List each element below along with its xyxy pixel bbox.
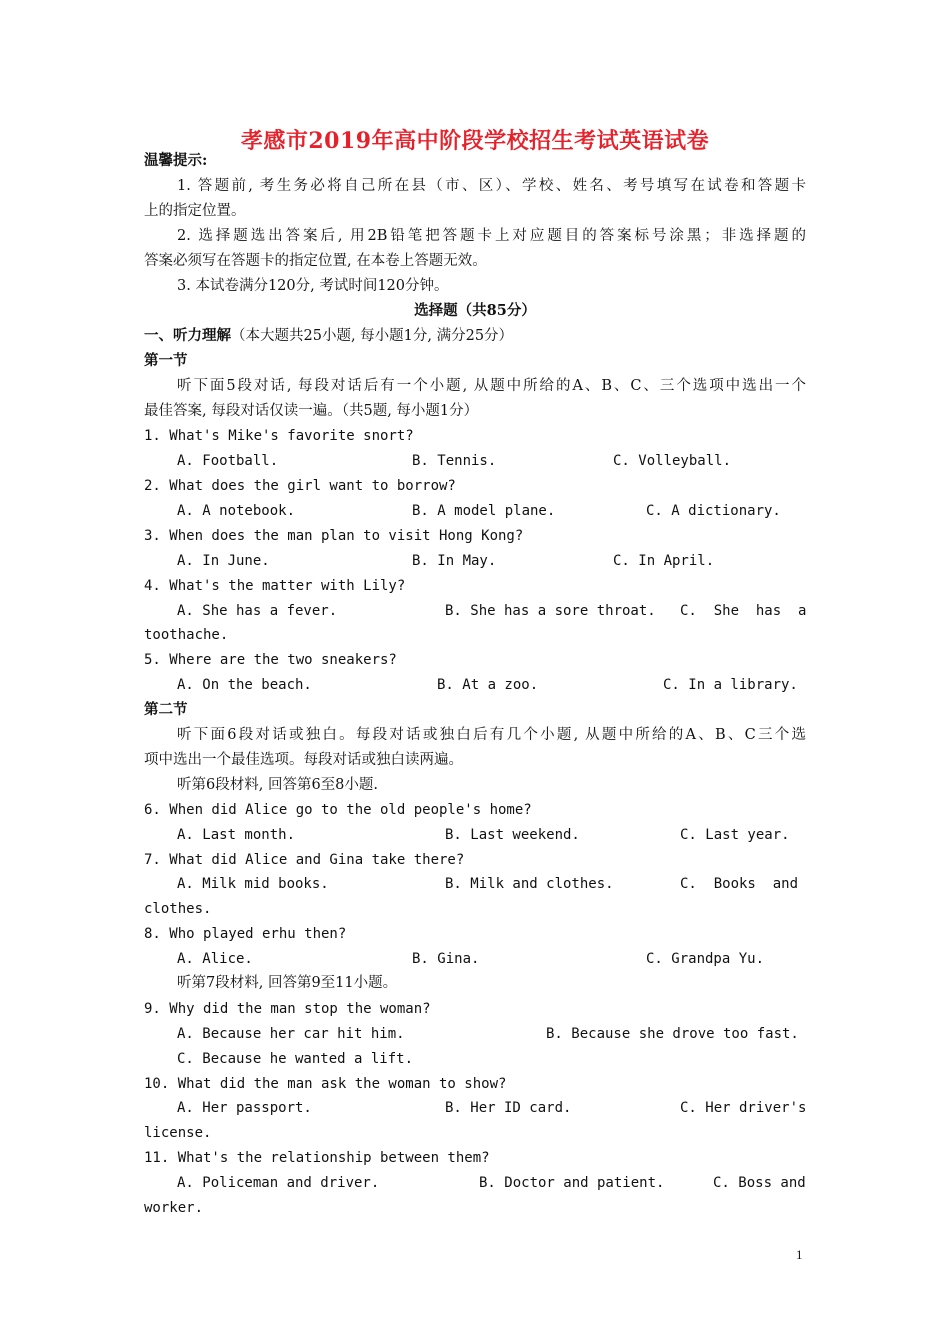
page-number: 1 xyxy=(796,1247,803,1262)
material-6-instruction: 听第6段材料, 回答第6至8小题. xyxy=(177,777,379,793)
question-2-stem: 2. What does the girl want to borrow? xyxy=(144,478,456,494)
question-8-option-b: B. Gina. xyxy=(412,951,480,967)
question-5-option-c: C. In a library. xyxy=(663,677,798,693)
question-3-stem: 3. When does the man plan to visit Hong Kong? xyxy=(144,528,524,544)
section-1-instruction-line-1: 听下面5段对话, 每段对话后有一个小题, 从题中所给的A、B、C、三个选项中选出一个 xyxy=(177,378,806,394)
part1-heading: 一、听力理解 xyxy=(144,327,231,344)
question-2-option-a: A. A notebook. xyxy=(177,503,296,519)
question-11-option-c: C. Boss and xyxy=(713,1175,806,1191)
question-7-option-c-continued: clothes. xyxy=(144,901,212,917)
question-4-option-b: B. She has a sore throat. xyxy=(445,603,656,619)
question-6-stem: 6. When did Alice go to the old people's home? xyxy=(144,802,532,818)
question-1-stem: 1. What's Mike's favorite snort? xyxy=(144,428,414,444)
question-2-option-c: C. A dictionary. xyxy=(646,503,781,519)
question-8-stem: 8. Who played erhu then? xyxy=(144,926,347,942)
question-7-option-a: A. Milk mid books. xyxy=(177,876,329,892)
question-8-option-c: C. Grandpa Yu. xyxy=(646,951,765,967)
question-11-option-c-continued: worker. xyxy=(144,1200,204,1216)
question-1-option-c: C. Volleyball. xyxy=(613,453,732,469)
question-7-option-b: B. Milk and clothes. xyxy=(445,876,614,892)
question-5-stem: 5. Where are the two sneakers? xyxy=(144,652,397,668)
question-5-option-a: A. On the beach. xyxy=(177,677,312,693)
question-10-option-b: B. Her ID card. xyxy=(445,1100,572,1116)
question-2-option-b: B. A model plane. xyxy=(412,503,556,519)
section-2-instruction-line-2: 项中选出一个最佳选项。每段对话或独白读两遍。 xyxy=(144,752,463,768)
question-1-option-a: A. Football. xyxy=(177,453,279,469)
question-1-option-b: B. Tennis. xyxy=(412,453,497,469)
question-9-option-a: A. Because her car hit him. xyxy=(177,1026,405,1042)
question-4-option-a: A. She has a fever. xyxy=(177,603,338,619)
question-7-option-c: C. Books and xyxy=(680,876,799,892)
part1-heading-row xyxy=(144,326,513,346)
question-11-option-b: B. Doctor and patient. xyxy=(479,1175,665,1191)
tip-1-line-2: 上的指定位置。 xyxy=(144,203,246,219)
section-title: 选择题（共85分） xyxy=(414,302,536,319)
tip-2-line-1: 2. 选择题选出答案后, 用2B铅笔把答题卡上对应题目的答案标号涂黑；非选择题的 xyxy=(177,228,806,244)
question-8-option-a: A. Alice. xyxy=(177,951,253,967)
question-9-option-c: C. Because he wanted a lift. xyxy=(177,1051,414,1067)
question-9-option-b: B. Because she drove too fast. xyxy=(546,1026,799,1042)
tip-3: 3. 本试卷满分120分, 考试时间120分钟。 xyxy=(177,278,449,294)
question-10-option-c: C. Her driver's xyxy=(680,1100,807,1116)
section-2-title: 第二节 xyxy=(144,701,188,718)
question-6-option-b: B. Last weekend. xyxy=(445,827,580,843)
question-10-option-c-continued: license. xyxy=(144,1125,212,1141)
question-3-option-a: A. In June. xyxy=(177,553,270,569)
exam-title: 孝感市2019年高中阶段学校招生考试英语试卷 xyxy=(240,128,710,154)
part1-heading-note: （本大题共25小题, 每小题1分, 满分25分） xyxy=(231,328,514,344)
section-2-instruction-line-1: 听下面6段对话或独白。每段对话或独白后有几个小题, 从题中所给的A、B、C三个选 xyxy=(177,727,806,743)
question-5-option-b: B. At a zoo. xyxy=(437,677,539,693)
question-6-option-c: C. Last year. xyxy=(680,827,790,843)
material-7-instruction: 听第7段材料, 回答第9至11小题。 xyxy=(177,975,398,991)
question-11-option-a: A. Policeman and driver. xyxy=(177,1175,380,1191)
section-1-title: 第一节 xyxy=(144,352,188,369)
tip-1-line-1: 1. 答题前, 考生务必将自己所在县（市、区）、学校、姓名、考号填写在试卷和答题卡 xyxy=(177,178,806,194)
question-3-option-b: B. In May. xyxy=(412,553,497,569)
question-6-option-a: A. Last month. xyxy=(177,827,296,843)
tip-2-line-2: 答案必须写在答题卡的指定位置, 在本卷上答题无效。 xyxy=(144,253,487,269)
question-4-stem: 4. What's the matter with Lily? xyxy=(144,578,406,594)
question-9-stem: 9. Why did the man stop the woman? xyxy=(144,1001,431,1017)
section-1-instruction-line-2: 最佳答案, 每段对话仅读一遍。（共5题, 每小题1分） xyxy=(144,403,479,419)
question-11-stem: 11. What's the relationship between them? xyxy=(144,1150,490,1166)
question-4-option-c-continued: toothache. xyxy=(144,627,229,643)
question-10-option-a: A. Her passport. xyxy=(177,1100,312,1116)
question-10-stem: 10. What did the man ask the woman to show? xyxy=(144,1076,507,1092)
tips-heading: 温馨提示: xyxy=(144,152,208,169)
question-4-option-c: C. She has a xyxy=(680,603,807,619)
question-7-stem: 7. What did Alice and Gina take there? xyxy=(144,852,465,868)
question-3-option-c: C. In April. xyxy=(613,553,715,569)
